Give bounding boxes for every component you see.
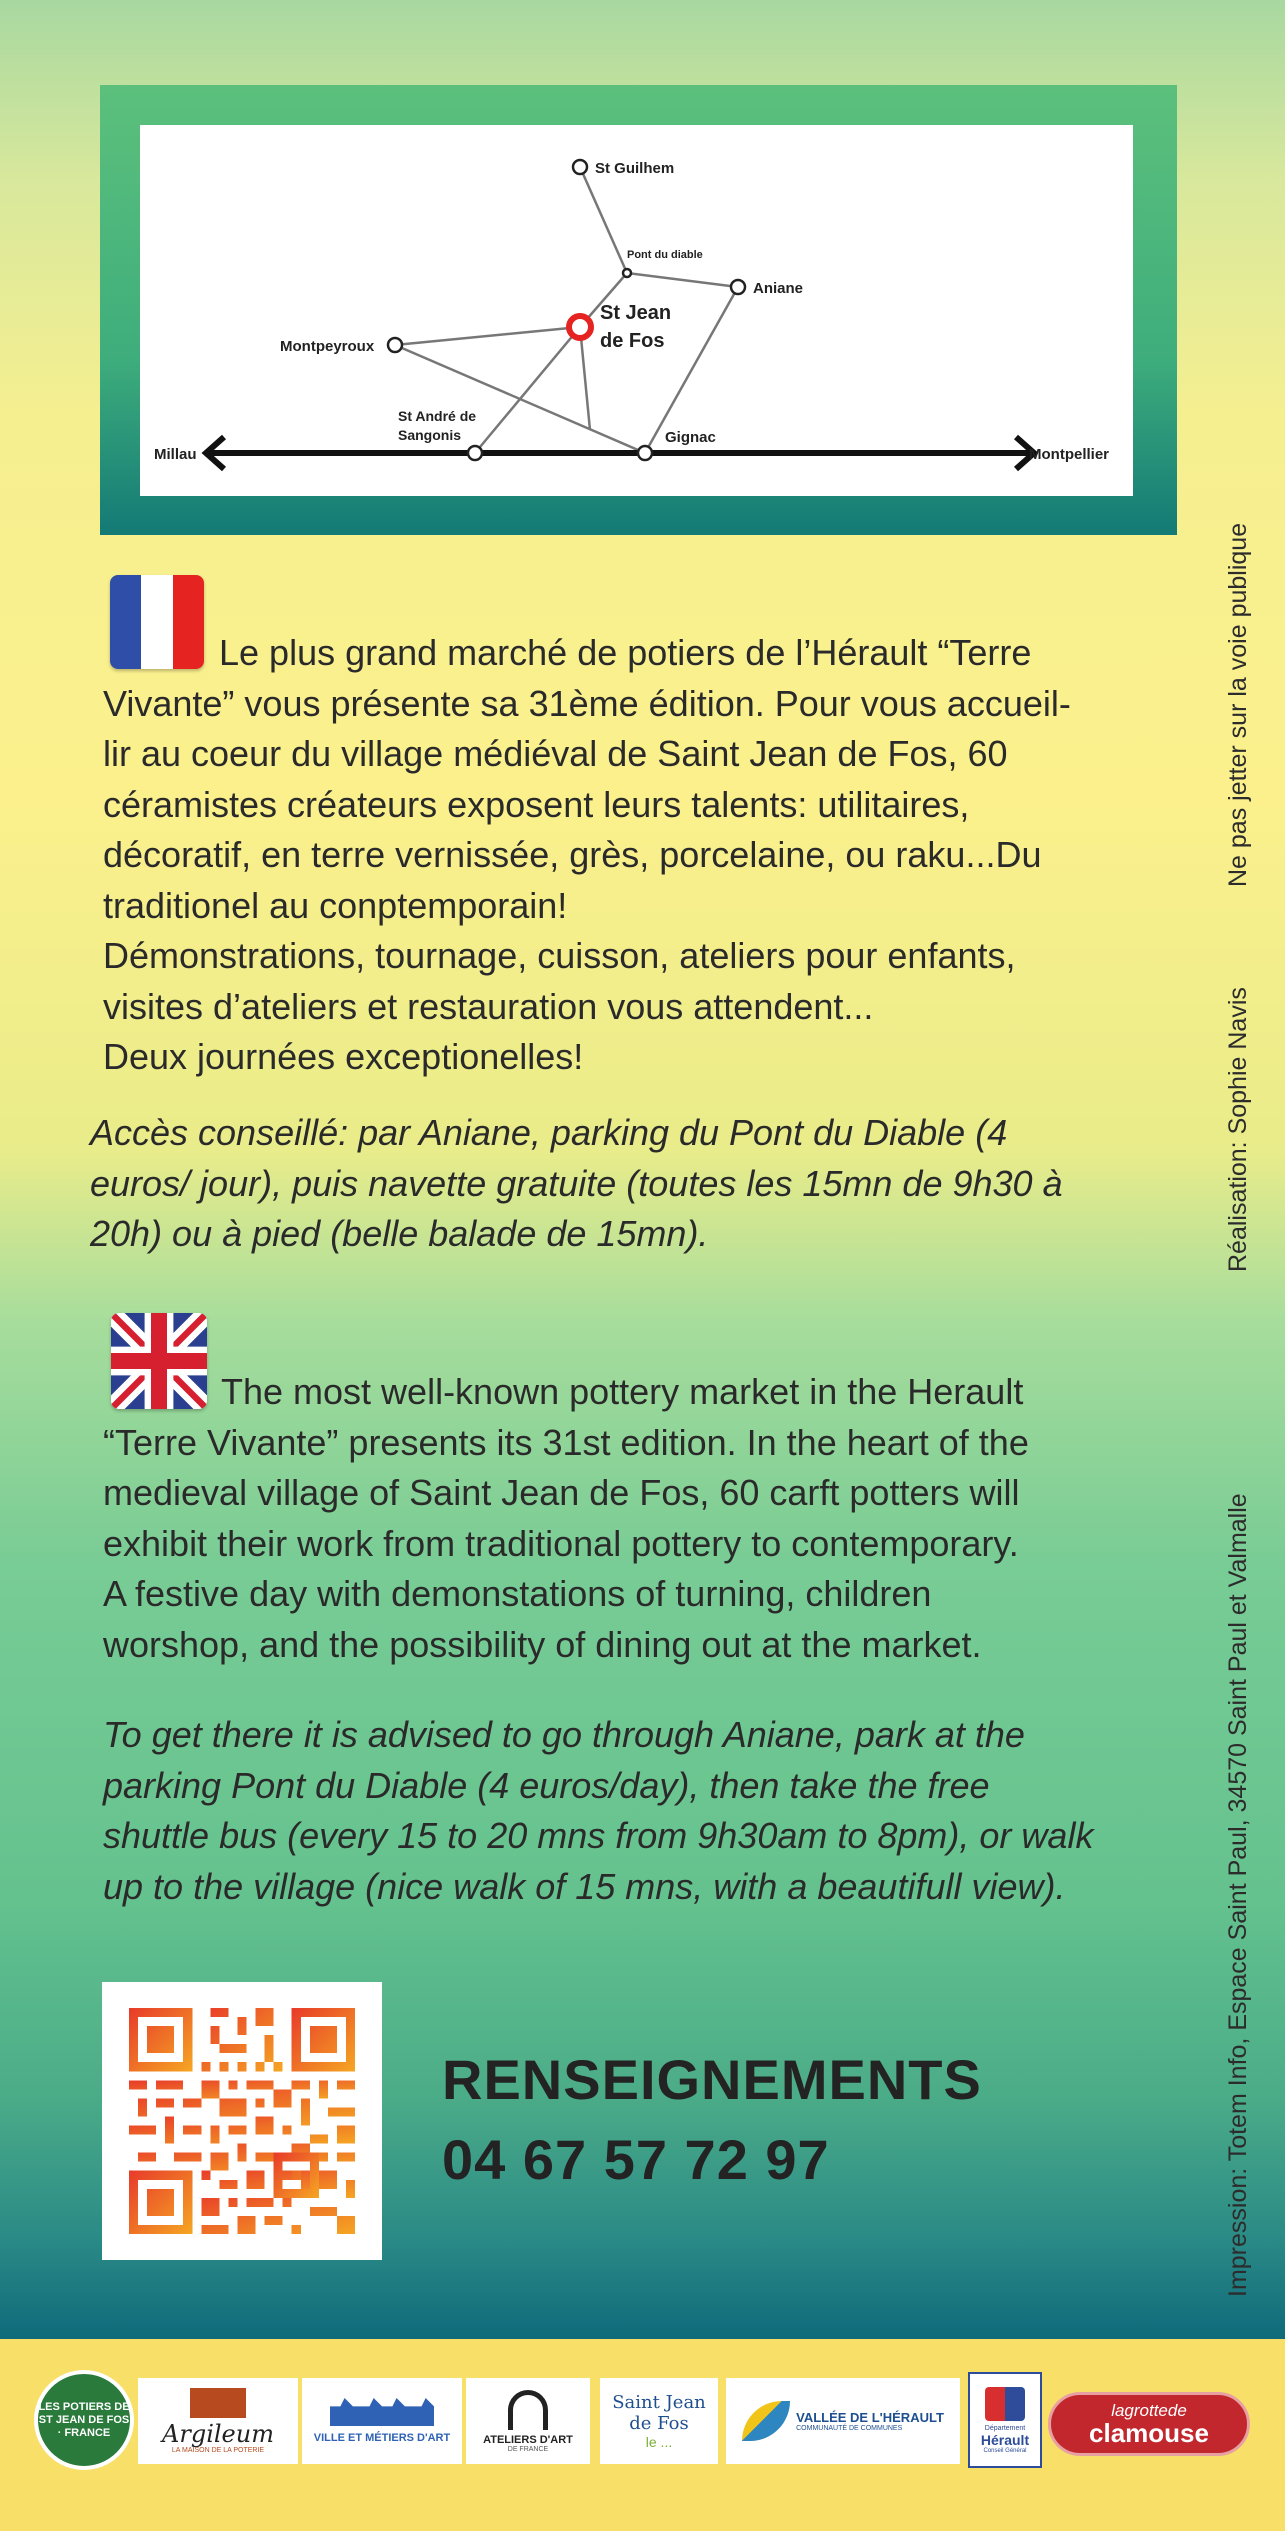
french-access-line: 20h) ou à pied (belle balade de 15mn). — [90, 1213, 709, 1254]
qr-code-icon — [128, 2008, 356, 2234]
map-label-st-jean-1: St Jean — [600, 302, 672, 324]
qr-code[interactable] — [102, 1982, 382, 2260]
english-line: medieval village of Saint Jean de Fos, 60 carft potters will — [103, 1472, 1020, 1513]
vallee-herault-logo — [726, 2378, 960, 2464]
french-line: Le plus grand marché de potiers de l’Hérault “Terre — [219, 632, 1032, 673]
grotte-top: lagrottede — [1111, 2401, 1187, 2420]
potiers-logo-text: LES POTIERS DE ST JEAN DE FOS · FRANCE — [38, 2400, 130, 2439]
crown-icon — [330, 2398, 434, 2426]
ateliers-subtitle: DE FRANCE — [507, 2445, 549, 2453]
french-access-line: euros/ jour), puis navette gratuite (toutes les 15mn de 9h30 à — [90, 1162, 1063, 1204]
ateliers-name: ATELIERS D'ART — [483, 2433, 573, 2446]
map-node-st-guilhem — [573, 160, 587, 174]
sjf-subtitle: le ... — [645, 2434, 673, 2450]
argileum-mark-icon — [190, 2388, 246, 2418]
map-label-st-andre-2: Sangonis — [398, 427, 462, 443]
french-line: traditionel au conptemporain! — [103, 884, 568, 926]
map-node-montpeyroux — [388, 338, 402, 352]
map-label-st-guilhem: St Guilhem — [595, 160, 675, 177]
side-text-public-road: Ne pas jetter sur la voie publique — [1224, 522, 1252, 887]
map-node-st-jean-de-fos — [569, 316, 591, 338]
map-node-pont-du-diable — [623, 269, 631, 277]
grotte-clamouse-logo — [1048, 2392, 1250, 2456]
english-line: The most well-known pottery market in the Herault — [221, 1371, 1024, 1412]
ville-metiers-text: VILLE ET MÉTIERS D'ART — [313, 2432, 451, 2444]
french-line: Démonstrations, tournage, cuisson, ateliers pour enfants, — [103, 935, 1016, 976]
route-map-graphic — [140, 125, 1133, 496]
french-line: lir au coeur du village médiéval de Saint Jean de Fos, 60 — [103, 733, 1008, 774]
english-access-line: shuttle bus (every 15 to 20 mns from 9h30am to 8pm), or walk — [103, 1815, 1094, 1856]
english-access-info — [103, 1710, 1163, 1912]
side-text-impression: Impression: Totem Info, Espace Saint Paul, 34570 Saint Paul et Valmalle — [1224, 1493, 1252, 2297]
english-access-line: up to the village (nice walk of 15 mns, with a beautifull view). — [103, 1865, 1066, 1907]
argileum-logo — [138, 2378, 298, 2464]
departement-herault-logo — [968, 2372, 1042, 2468]
vallee-mark-icon — [742, 2401, 790, 2441]
english-access-line: parking Pont du Diable (4 euros/day), then take the free — [103, 1764, 990, 1806]
english-line: worshop, and the possibility of dining out at the market. — [103, 1623, 982, 1665]
map-label-montpeyroux: Montpeyroux — [280, 338, 375, 355]
english-line: A festive day with demonstations of turning, children — [103, 1573, 932, 1614]
french-line: Vivante” vous présente sa 31ème édition. Pour vous accueil- — [103, 682, 1071, 724]
contact-phone: 04 67 57 72 97 — [442, 2128, 830, 2191]
french-line: visites d’ateliers et restauration vous attendent... — [103, 985, 874, 1027]
map-node-gignac — [638, 446, 652, 460]
side-text-realisation: Réalisation: Sophie Navis — [1224, 987, 1252, 1272]
map-label-montpellier: Montpellier — [1029, 446, 1110, 463]
grotte-name: clamouse — [1089, 2418, 1209, 2448]
arch-icon — [508, 2390, 548, 2430]
contact-block — [442, 2040, 982, 2200]
map-label-st-andre-1: St André de — [398, 408, 477, 424]
french-line: Deux journées exceptionelles! — [103, 1036, 584, 1077]
french-line: décoratif, en terre vernissée, grès, porcelaine, ou raku...Du — [103, 834, 1042, 875]
english-line: exhibit their work from traditional pottery to contemporary. — [103, 1522, 1019, 1564]
dept-name: Hérault — [980, 2431, 1030, 2448]
map-label-aniane: Aniane — [753, 280, 804, 297]
map-frame — [100, 85, 1177, 535]
argileum-subtitle: LA MAISON DE LA POTERIE — [171, 2446, 265, 2454]
french-description — [103, 628, 1163, 1083]
map-node-aniane — [731, 280, 745, 294]
english-access-line: To get there it is advised to go through Aniane, park at the — [103, 1714, 1025, 1755]
map-label-st-jean-2: de Fos — [600, 330, 665, 352]
ville-metiers-art-logo — [302, 2378, 462, 2464]
potiers-logo — [34, 2370, 134, 2470]
map-label-pont-du-diable: Pont du diable — [627, 249, 703, 261]
ateliers-art-logo — [466, 2378, 590, 2464]
vallee-name: VALLÉE DE L'HÉRAULT — [796, 2410, 944, 2425]
sjf-name: Saint Jean de Fos — [612, 2392, 706, 2434]
french-line: céramistes créateurs exposent leurs talents: utilitaires, — [103, 783, 970, 825]
saint-jean-de-fos-logo — [600, 2378, 718, 2464]
map-node-st-andre — [468, 446, 482, 460]
argileum-name: Argileum — [162, 2419, 274, 2448]
map-label-millau: Millau — [154, 446, 197, 463]
english-description — [103, 1367, 1163, 1670]
contact-heading: RENSEIGNEMENTS — [442, 2048, 982, 2111]
route-map — [140, 125, 1133, 496]
vallee-subtitle: COMMUNAUTÉ DE COMMUNES — [796, 2425, 903, 2432]
english-line: “Terre Vivante” presents its 31st edition. In the heart of the — [103, 1421, 1029, 1463]
french-access-info — [90, 1108, 1150, 1260]
map-label-gignac: Gignac — [665, 429, 716, 446]
dept-top: Département — [984, 2424, 1026, 2432]
departement-emblem-icon — [985, 2387, 1025, 2421]
dept-subtitle: Conseil Général — [983, 2447, 1027, 2454]
french-access-line: Accès conseillé: par Aniane, parking du Pont du Diable (4 — [90, 1112, 1008, 1153]
